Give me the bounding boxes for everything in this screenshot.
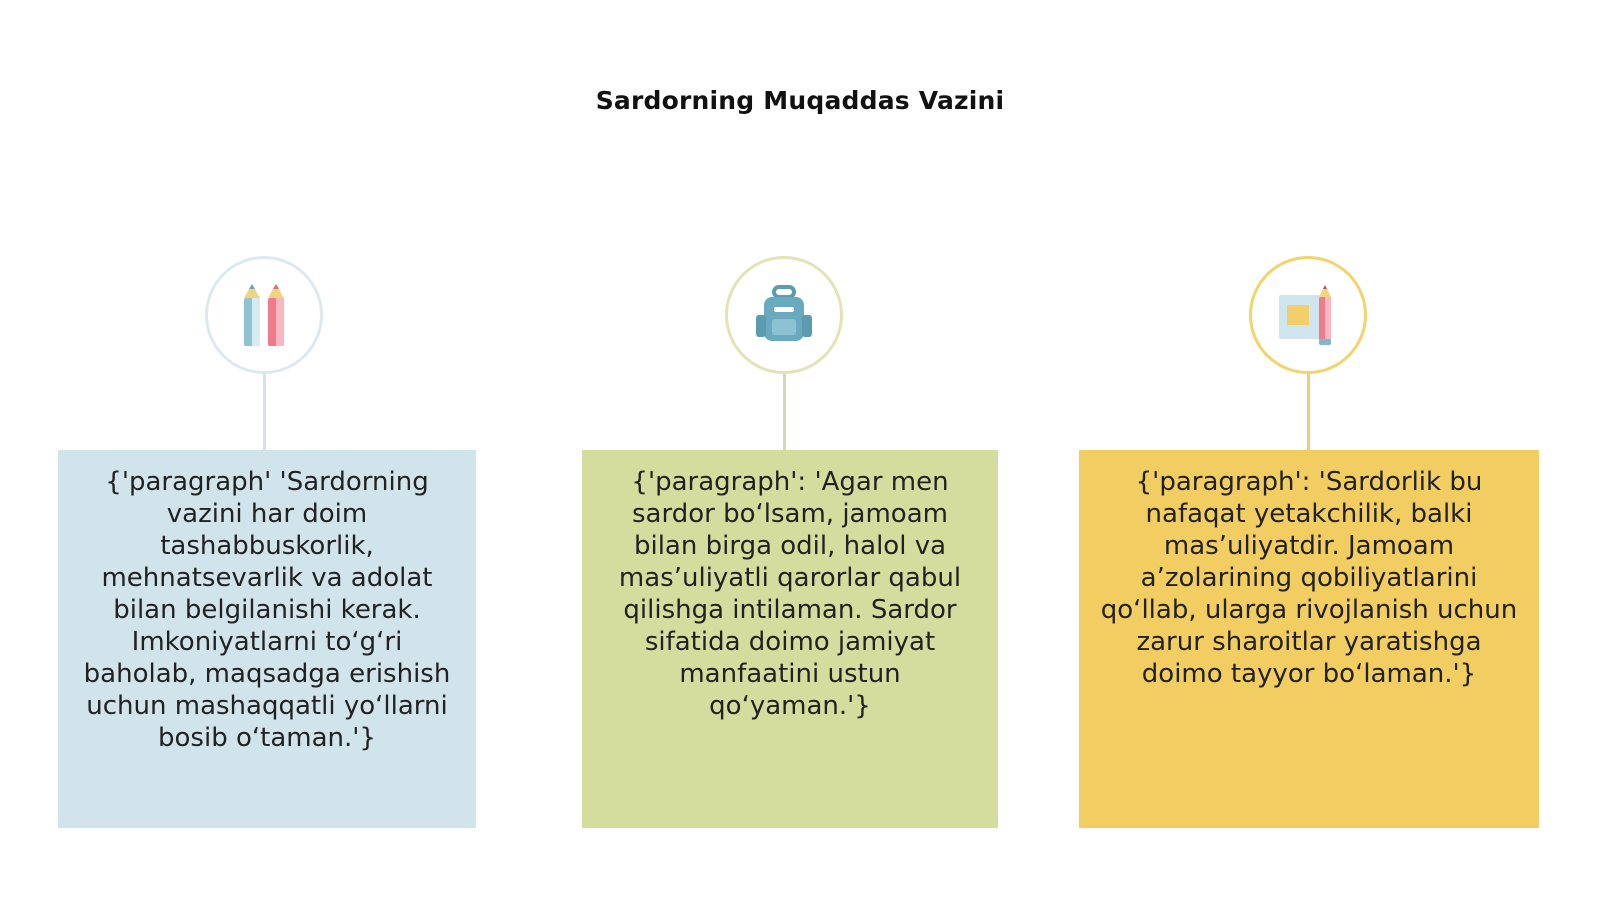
drawing-board-pencil-icon bbox=[1275, 283, 1341, 347]
icon-circle-3 bbox=[1249, 256, 1367, 374]
connector-line-1 bbox=[263, 374, 266, 450]
pencils-icon bbox=[234, 280, 294, 350]
card-2-text: {'paragraph': 'Agar men sardor bo‘lsam, jamoam bilan birga odil, halol va mas’uliyatli qarorlar qabul qilishga intilaman. Sardor sifatida doimo jamiyat manfaatini ustun qo‘yaman.'} bbox=[618, 467, 962, 721]
icon-circle-2 bbox=[725, 256, 843, 374]
card-3-text: {'paragraph': 'Sardorlik bu nafaqat yetakchilik, balki mas’uliyatdir. Jamoam a’zolarining qobiliyatlarini qo‘llab, ularga rivojlanish uchun zarur sharoitlar yaratishga doimo tayyor bo‘laman.'} bbox=[1100, 467, 1518, 689]
icon-circle-1 bbox=[205, 256, 323, 374]
backpack-icon bbox=[752, 283, 816, 347]
connector-line-2 bbox=[783, 374, 786, 450]
card-1-text: {'paragraph' 'Sardorning vazini har doim tashabbuskorlik, mehnatsevarlik va adolat bilan belgilanishi kerak. Imkoniyatlarni to‘g‘ri baholab, maqsadga erishish uchun mashaqqatli yo‘llarni bosib o‘taman.'} bbox=[83, 467, 451, 753]
connector-line-3 bbox=[1307, 374, 1310, 450]
card-2 bbox=[582, 450, 998, 828]
page-title: Sardorning Muqaddas Vazini bbox=[595, 86, 1005, 115]
card-3 bbox=[1079, 450, 1539, 828]
card-1 bbox=[58, 450, 476, 828]
